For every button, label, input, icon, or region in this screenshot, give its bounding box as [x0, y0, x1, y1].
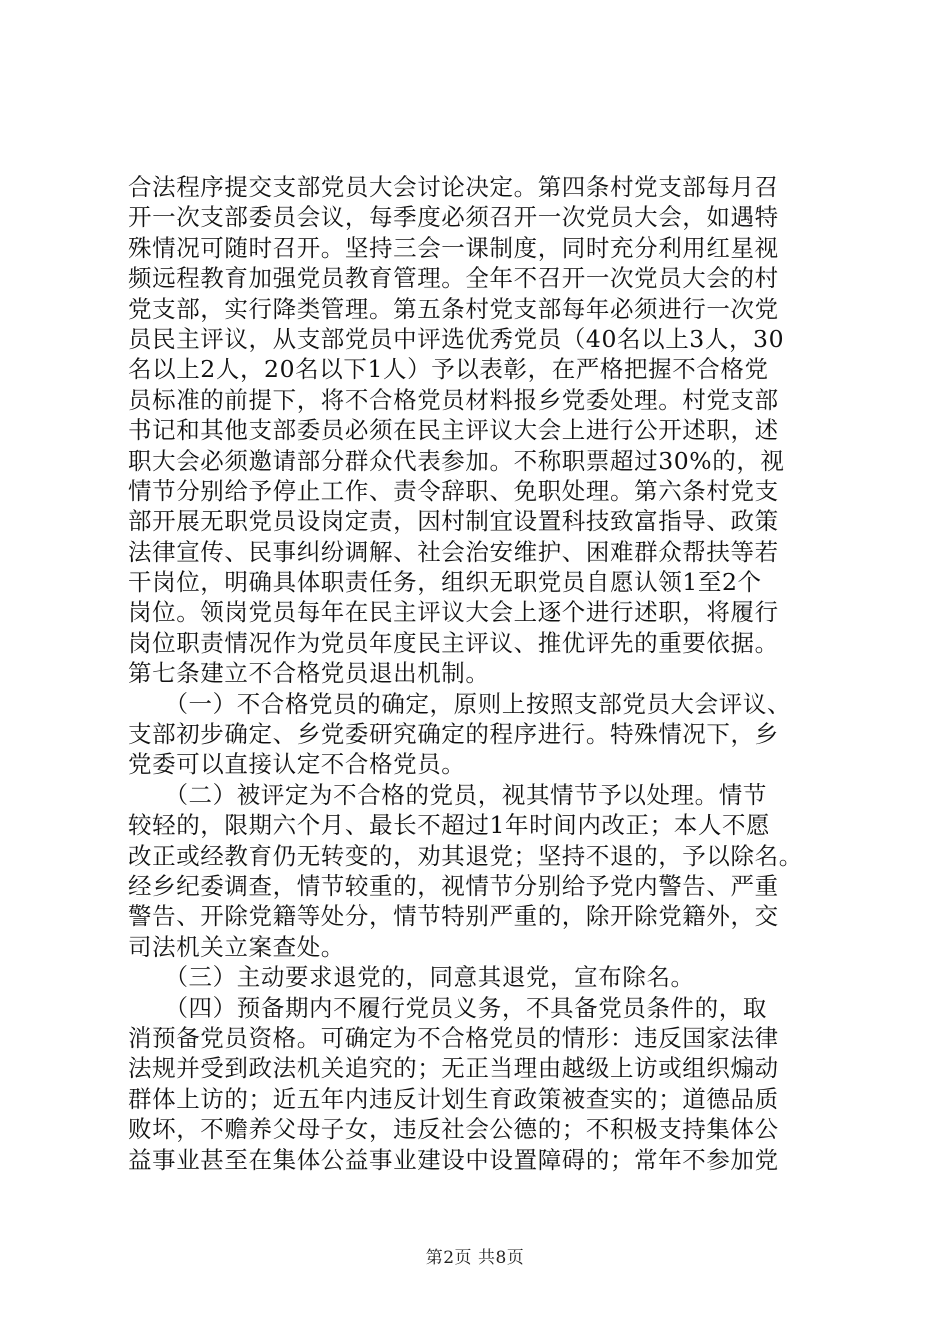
- paragraph-first-line: （二）被评定为不合格的党员，视其情节予以处理。情节: [128, 780, 767, 809]
- text-line: 开一次支部委员会议，每季度必须召开一次党员大会，如遇特: [128, 203, 779, 232]
- body-text: [128, 172, 828, 1175]
- text-line: 频远程教育加强党员教育管理。全年不召开一次党员大会的村: [128, 264, 779, 293]
- text-line: 群体上访的；近五年内违反计划生育政策被查实的；道德品质: [128, 1084, 779, 1113]
- paragraph-first-line: （三）主动要求退党的，同意其退党，宣布除名。: [128, 963, 695, 992]
- text-line: 部开展无职党员设岗定责，因村制宜设置科技致富指导、政策: [128, 507, 779, 536]
- text-line: 殊情况可随时召开。坚持三会一课制度，同时充分利用红星视: [128, 233, 779, 262]
- text-line: 名以上2人，20名以下1人）予以表彰，在严格把握不合格党: [128, 355, 769, 384]
- text-line: 司法机关立案查处。: [128, 932, 345, 961]
- text-line: 经乡纪委调查，情节较重的，视情节分别给予党内警告、严重: [128, 871, 779, 900]
- text-line: 第七条建立不合格党员退出机制。: [128, 659, 490, 688]
- text-line: 法规并受到政法机关追究的；无正当理由越级上访或组织煽动: [128, 1054, 779, 1083]
- text-line: 法律宣传、民事纠纷调解、社会治安维护、困难群众帮扶等若: [128, 537, 779, 566]
- text-line: 益事业甚至在集体公益事业建设中设置障碍的；常年不参加党: [128, 1145, 779, 1174]
- text-line: 职大会必须邀请部分群众代表参加。不称职票超过30%的，视: [128, 446, 785, 475]
- text-line: 干岗位，明确具体职责任务，组织无职党员自愿认领1至2个: [128, 568, 762, 597]
- text-line: 警告、开除党籍等处分，情节特别严重的，除开除党籍外，交: [128, 902, 779, 931]
- page-number-footer: 第2页 共8页: [425, 1248, 525, 1268]
- text-line: 支部初步确定、乡党委研究确定的程序进行。特殊情况下，乡: [128, 720, 779, 749]
- text-line: 较轻的，限期六个月、最长不超过1年时间内改正；本人不愿: [128, 811, 771, 840]
- text-line: 情节分别给予停止工作、责令辞职、免职处理。第六条村党支: [128, 476, 779, 505]
- text-line: 员民主评议，从支部党员中评选优秀党员（40名以上3人，30: [128, 324, 785, 353]
- paragraph-first-line: （四）预备期内不履行党员义务，不具备党员条件的，取: [128, 993, 767, 1022]
- text-line: 党委可以直接认定不合格党员。: [128, 750, 466, 779]
- text-line: 改正或经教育仍无转变的，劝其退党；坚持不退的，予以除名。: [128, 841, 803, 870]
- text-line: 消预备党员资格。可确定为不合格党员的情形：违反国家法律: [128, 1023, 779, 1052]
- text-line: 败坏，不赡养父母子女，违反社会公德的；不积极支持集体公: [128, 1115, 779, 1144]
- text-line: 岗位。领岗党员每年在民主评议大会上逐个进行述职，将履行: [128, 598, 779, 627]
- text-line: 岗位职责情况作为党员年度民主评议、推优评先的重要依据。: [128, 628, 779, 657]
- text-line: 员标准的前提下，将不合格党员材料报乡党委处理。村党支部: [128, 385, 779, 414]
- text-line: 党支部，实行降类管理。第五条村党支部每年必须进行一次党: [128, 294, 779, 323]
- text-line: 合法程序提交支部党员大会讨论决定。第四条村党支部每月召: [128, 173, 779, 201]
- text-line: 书记和其他支部委员必须在民主评议大会上进行公开述职，述: [128, 416, 779, 445]
- paragraph-first-line: （一）不合格党员的确定，原则上按照支部党员大会评议、: [128, 689, 792, 718]
